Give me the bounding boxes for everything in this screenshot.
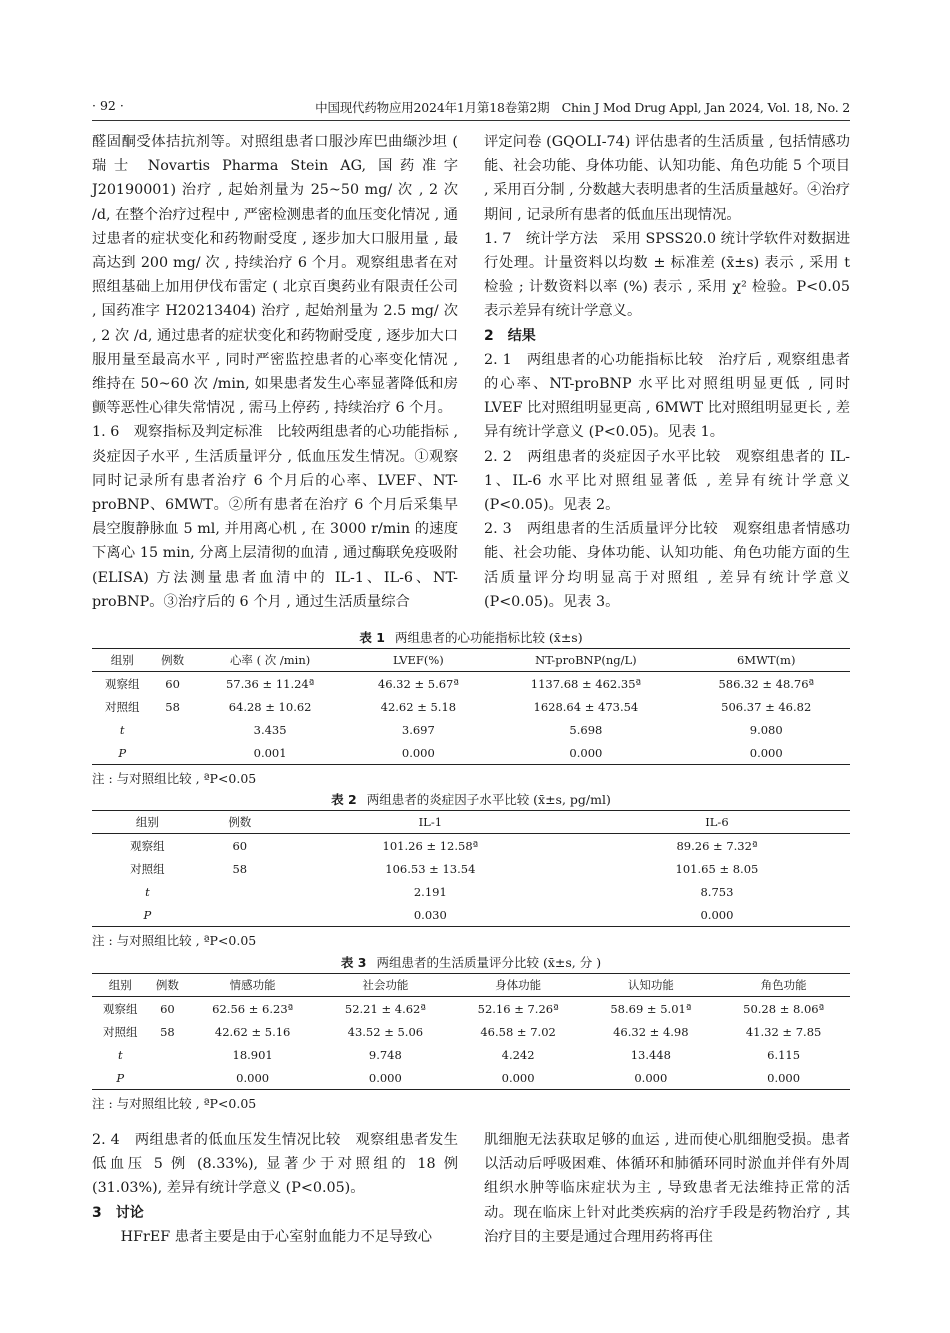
table-note: 注 : 与对照组比较 , ªP<0.05: [92, 933, 257, 948]
cell: 586.32 ± 48.76ª: [718, 676, 815, 691]
table-row: [92, 1066, 850, 1090]
cell: [149, 1043, 187, 1066]
table-2: [92, 790, 850, 953]
cell: 42.62 ± 5.18: [380, 699, 457, 714]
cell: [203, 903, 277, 927]
cell: 46.32 ± 4.98: [613, 1024, 689, 1039]
cell: 0.000: [584, 1066, 717, 1090]
col-header: 6MWT(m): [682, 649, 850, 672]
cell: [149, 1066, 187, 1090]
paragraph: 醛固酮受体拮抗剂等。对照组患者口服沙库巴曲缬沙坦 ( 瑞士 Novartis Pharma Stein AG, 国药准字 J20190001) 治疗 , 起始剂量为 25~50 mg/ 次 , 2 次 /d, 在整个治疗过程中 , 严密检测患者的血压变化情况 , 通过患者的症状变化和药物耐受度 , 逐步加大口服用量 , 最高达到 200 mg/ 次 , 持续治疗 6 个月。观察组患者在对照组基础上加用伊伐布雷定 ( 北京百奥药业有限责任公司 , 国药准字 H20213404) 治疗 , 起始剂量为 2.5 mg/ 次 , 2 次 /d, 通过患者的症状变化和药物耐受度 , 逐步加大口服用量至最高水平 , 同时严密监控患者的心率变化情况 , 维持在 50~60 次 /min, 如果患者发生心率显著降低和房颤等恶性心律失常情况 , 需马上停药 , 持续治疗 6 个月。: [92, 134, 458, 417]
cell: 0.001: [193, 741, 348, 765]
cell: 6.115: [767, 1047, 801, 1062]
paragraph: 评定问卷 (GQOLI-74) 评估患者的生活质量 , 包括情感功能、社会功能、身体功能、认知功能、角色功能 5 个项目 , 采用百分制 , 分数越大表明患者的生活质量越好。④治疗期间 , 记录所有患者的低血压出现情况。: [484, 134, 850, 223]
col-header: 例数: [203, 811, 277, 834]
cell: 101.26 ± 12.58ª: [382, 838, 479, 853]
table-1: [92, 628, 850, 791]
paragraph: 肌细胞无法获取足够的血运 , 进而使心肌细胞受损。患者以活动后呼吸困难、体循环和肺循环同时淤血并伴有外周组织水肿等临床症状为主 , 导致患者无法维持正常的活动。现在临床上针对此类疾病的治疗手段是药物治疗 , 其治疗目的主要是通过合理用药将再住: [484, 1132, 850, 1245]
cell: P: [92, 903, 203, 927]
table-row: [92, 857, 850, 880]
cell: 9.080: [749, 722, 783, 737]
table-row: [92, 718, 850, 741]
cell: 0.000: [319, 1066, 452, 1090]
col-header: 情感功能: [186, 974, 319, 997]
table-row: [92, 695, 850, 718]
table-row: [92, 672, 850, 696]
section-heading: 2 结果: [484, 327, 536, 344]
cell: 57.36 ± 11.24ª: [225, 676, 315, 691]
cell: 对照组: [104, 699, 140, 714]
cell: 9.748: [368, 1047, 402, 1062]
cell: 观察组: [130, 838, 165, 853]
cell: 0.000: [452, 1066, 585, 1090]
table-title: 两组患者的炎症因子水平比较 (x̄±s, pg/ml): [366, 792, 611, 807]
table-row: [92, 880, 850, 903]
cell: 60: [165, 676, 180, 691]
cell: 1628.64 ± 473.54: [533, 699, 639, 714]
col-header: 身体功能: [452, 974, 585, 997]
cell: 0.000: [682, 741, 850, 765]
table-caption: [92, 953, 850, 973]
paragraph: 2. 2 两组患者的炎症因子水平比较 观察组患者的 IL-1、IL-6 水平比对照组显著低 , 差异有统计学意义 (P<0.05)。见表 2。: [484, 448, 850, 514]
col-header: NT-proBNP(ng/L): [489, 649, 682, 672]
cell: 52.21 ± 4.62ª: [344, 1001, 426, 1016]
cell: 2.191: [413, 884, 447, 899]
cell: 46.32 ± 5.67ª: [377, 676, 459, 691]
page-header: [92, 98, 850, 121]
table-row: [92, 903, 850, 927]
cell: 46.58 ± 7.02: [480, 1024, 556, 1039]
cell: 62.56 ± 6.23ª: [212, 1001, 294, 1016]
paragraph: 2. 4 两组患者的低血压发生情况比较 观察组患者发生低血压 5 例 (8.33%), 显著少于对照组的 18 例 (31.03%), 差异有统计学意义 (P<0.05)。: [92, 1132, 458, 1197]
cell: 0.000: [489, 741, 682, 765]
cell: 58: [232, 861, 248, 876]
table-3: [92, 953, 850, 1116]
left-column-bottom: [92, 1128, 458, 1249]
cell: 对照组: [130, 861, 165, 876]
table-title: 两组患者的心功能指标比较 (x̄±s): [394, 630, 583, 645]
cell: 58: [165, 699, 180, 714]
cell: t: [119, 722, 125, 737]
cell: 对照组: [103, 1024, 138, 1039]
cell: 60: [160, 1001, 175, 1016]
col-header: 认知功能: [584, 974, 717, 997]
cell: 0.030: [277, 903, 584, 927]
table-number: 表 2: [331, 792, 357, 807]
cell: 58: [160, 1024, 175, 1039]
cell: t: [145, 884, 150, 899]
paragraph: 2. 1 两组患者的心功能指标比较 治疗后 , 观察组患者的心率、NT-proBNP 水平比对照组明显更低 , 同时 LVEF 比对照组明显更高 , 6MWT 比对照组明显更长 , 差异有统计学意义 (P<0.05)。见表 1。: [484, 351, 850, 441]
cell: 52.16 ± 7.26ª: [477, 1001, 559, 1016]
paragraph: 1. 6 观察指标及判定标准 比较两组患者的心功能指标 , 炎症因子水平 , 生活质量评分 , 低血压发生情况。①观察同时记录所有患者治疗 6 个月后的心率、LVEF、NT-proBNP、6MWT。②所有患者在治疗 6 个月后采集早晨空腹静脉血 5 ml, 并用离心机 , 在 3000 r/min 的速度下离心 15 min, 分离上层清彻的血清 , 通过酶联免疫吸附 (ELISA) 方法测量患者血清中的 IL-1、IL-6、NT-proBNP。③治疗后的 6 个月 , 通过生活质量综合: [92, 424, 458, 610]
table-row: [92, 1020, 850, 1043]
cell: 64.28 ± 10.62: [228, 699, 312, 714]
journal-citation: 中国现代药物应用2024年1月第18卷第2期 Chin J Mod Drug Appl, Jan 2024, Vol. 18, No. 2: [315, 100, 850, 115]
cell: 观察组: [103, 1001, 138, 1016]
table-caption: [92, 790, 850, 810]
cell: 3.697: [401, 722, 435, 737]
cell: [203, 880, 277, 903]
cell: 506.37 ± 46.82: [721, 699, 812, 714]
cell: 观察组: [104, 676, 140, 691]
cell: 43.52 ± 5.06: [347, 1024, 424, 1039]
table-number: 表 1: [359, 630, 385, 645]
col-header: 例数: [152, 649, 192, 672]
table-row: [92, 997, 850, 1021]
table-row: [92, 741, 850, 765]
col-header: LVEF(%): [347, 649, 489, 672]
cell: 5.698: [569, 722, 603, 737]
cell: P: [92, 741, 152, 765]
cell: 106.53 ± 13.54: [385, 861, 476, 876]
col-header: 社会功能: [319, 974, 452, 997]
table-title: 两组患者的生活质量评分比较 (x̄±s, 分 ): [376, 955, 602, 970]
cell: t: [117, 1047, 123, 1062]
table-number: 表 3: [340, 955, 367, 970]
col-header: IL-6: [584, 811, 850, 834]
paragraph: HFrEF 患者主要是由于心室射血能力不足导致心: [120, 1228, 433, 1245]
cell: 58.69 ± 5.01ª: [610, 1001, 692, 1016]
table-row: [92, 1043, 850, 1066]
right-column-top: [484, 130, 850, 614]
cell: 0.000: [717, 1066, 850, 1090]
paragraph: 1. 7 统计学方法 采用 SPSS20.0 统计学软件对数据进行处理。计量资料以均数 ± 标准差 (x̄±s) 表示 , 采用 t 检验 ; 计数资料以率 (%) 表示 , 采用 χ² 检验。P<0.05 表示差异有统计学意义。: [484, 230, 850, 320]
cell: 41.32 ± 7.85: [745, 1024, 822, 1039]
col-header: 组别: [92, 974, 149, 997]
cell: 0.000: [584, 903, 850, 927]
cell: 89.26 ± 7.32ª: [676, 838, 758, 853]
col-header: IL-1: [277, 811, 584, 834]
col-header: 组别: [92, 811, 203, 834]
cell: [152, 718, 192, 741]
cell: 8.753: [700, 884, 734, 899]
page-number: · 92 ·: [92, 98, 124, 113]
cell: 0.000: [186, 1066, 319, 1090]
cell: 3.435: [253, 722, 287, 737]
cell: 42.62 ± 5.16: [214, 1024, 291, 1039]
col-header: 心率 ( 次 /min): [193, 649, 348, 672]
cell: 1137.68 ± 462.35ª: [530, 676, 641, 691]
cell: 60: [232, 838, 248, 853]
cell: 101.65 ± 8.05: [675, 861, 759, 876]
table-note: 注 : 与对照组比较 , ªP<0.05: [92, 771, 257, 786]
cell: 50.28 ± 8.06ª: [743, 1001, 825, 1016]
cell: 18.901: [232, 1047, 273, 1062]
section-heading: 3 讨论: [92, 1204, 144, 1221]
cell: P: [92, 1066, 149, 1090]
table-row: [92, 834, 850, 858]
col-header: 角色功能: [717, 974, 850, 997]
cell: 0.000: [347, 741, 489, 765]
table-note: 注 : 与对照组比较 , ªP<0.05: [92, 1096, 257, 1111]
left-column-top: [92, 130, 458, 614]
cell: [152, 741, 192, 765]
col-header: 例数: [149, 974, 187, 997]
table-caption: [92, 628, 850, 648]
cell: 4.242: [501, 1047, 535, 1062]
col-header: 组别: [92, 649, 152, 672]
right-column-bottom: [484, 1128, 850, 1249]
paragraph: 2. 3 两组患者的生活质量评分比较 观察组患者情感功能、社会功能、身体功能、认知功能、角色功能方面的生活质量评分均明显高于对照组 , 差异有统计学意义 (P<0.05)。见表 3。: [484, 521, 850, 610]
cell: 13.448: [630, 1047, 671, 1062]
